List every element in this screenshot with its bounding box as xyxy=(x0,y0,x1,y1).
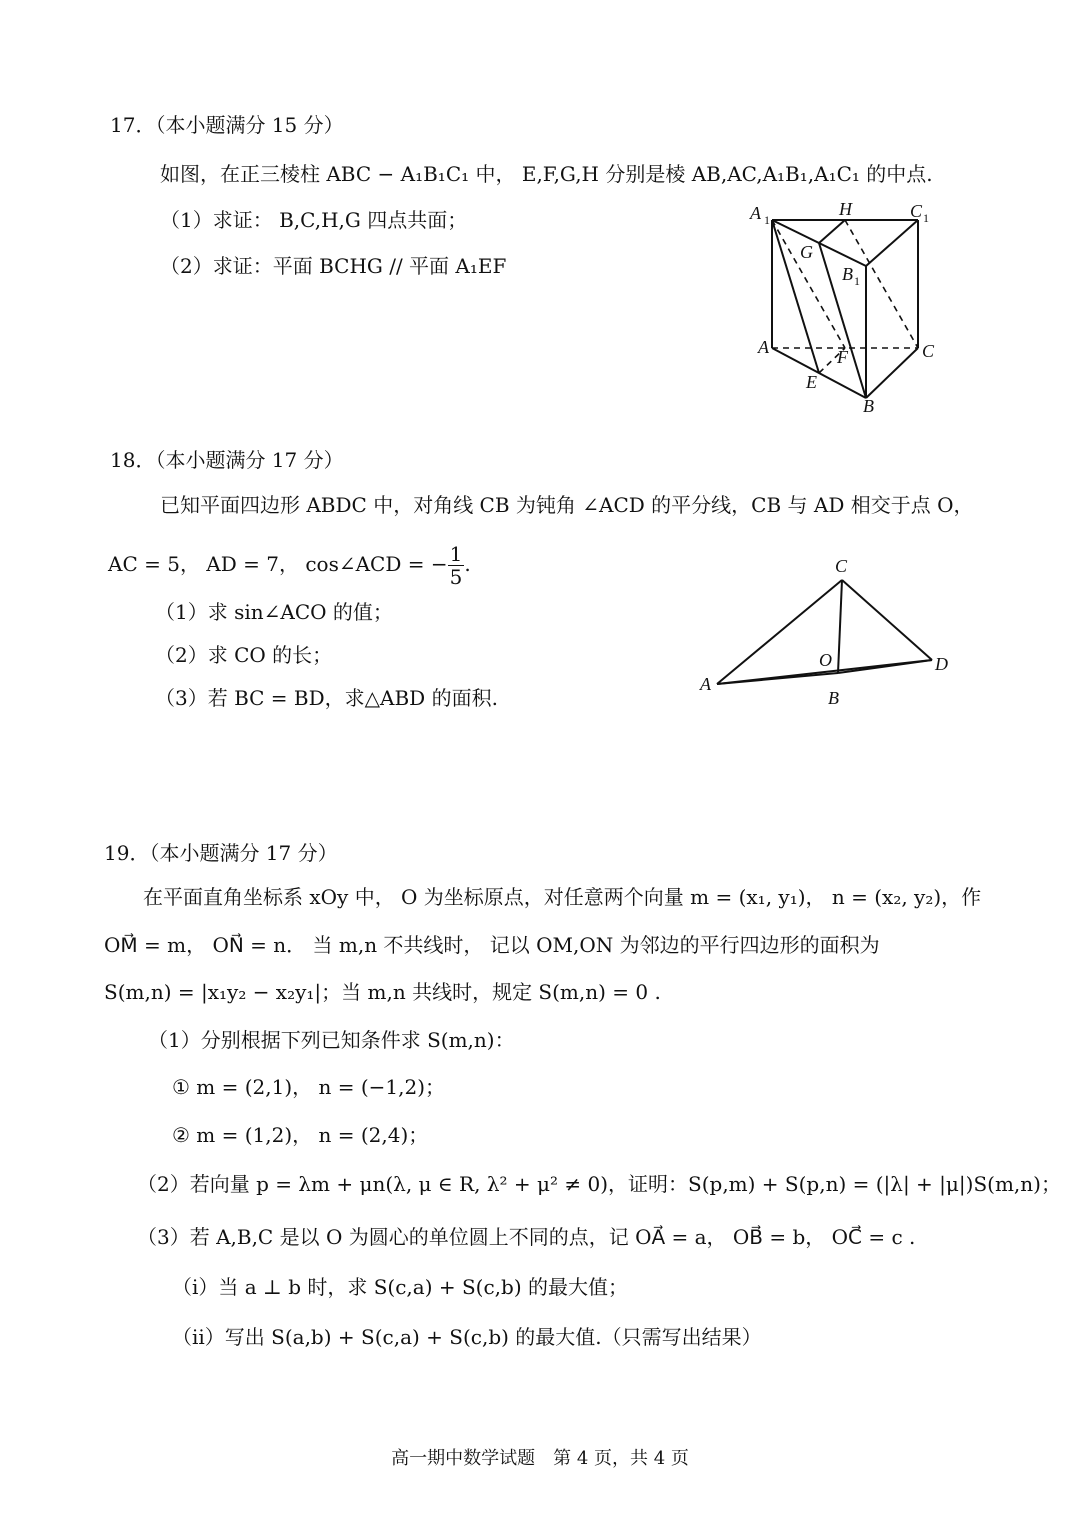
q17-part2: （2）求证：平面 BCHG // 平面 A₁EF xyxy=(160,254,507,278)
q18-part1: （1）求 sin∠ACO 的值； xyxy=(155,600,393,624)
label-a1: A xyxy=(750,203,761,223)
q19-heading: 19．（本小题满分 17 分） xyxy=(104,841,338,865)
q17-stem: 如图，在正三棱柱 ABC − A₁B₁C₁ 中， E,F,G,H 分别是棱 AB,AC,A₁B₁,A₁C₁ 的中点. xyxy=(160,162,933,186)
label-a: A xyxy=(700,674,711,694)
q18-given xyxy=(108,543,471,588)
label-e: E xyxy=(806,372,817,392)
edge-b1-c1 xyxy=(866,220,918,266)
q17-heading: 17．（本小题满分 15 分） xyxy=(110,113,344,137)
q18-heading: 18．（本小题满分 17 分） xyxy=(110,448,344,472)
edge-b-c xyxy=(866,348,918,398)
fraction-denominator: 5 xyxy=(449,565,463,589)
label-c1: C xyxy=(910,201,923,221)
prism-figure xyxy=(745,198,1005,418)
label-f: F xyxy=(837,347,848,367)
q19-line2: OM⃗ = m， ON⃗ = n． 当 m,n 不共线时， 记以 OM,ON 为邻边的平行四边形的面积为 xyxy=(104,933,880,957)
label-c: C xyxy=(835,556,848,576)
q19-part3-ii: （ii）写出 S(a,b) + S(c,a) + S(c,b) 的最大值.（只需写出结果） xyxy=(172,1325,762,1349)
q19-line3: S(m,n) = |x₁y₂ − x₂y₁|；当 m,n 共线时，规定 S(m,n) = 0 . xyxy=(104,980,661,1004)
q19-part2: （2）若向量 p = λm + μn(λ, μ ∈ R, λ² + μ² ≠ 0)，证明：S(p,m) + S(p,n) = (|λ| + |μ|)S(m,n)； xyxy=(137,1172,1061,1196)
q19-part1-a: ① m = (2,1)， n = (−1,2)； xyxy=(172,1075,446,1099)
label-b1-sub: 1 xyxy=(854,274,860,288)
q19-part3-i: （i）当 a ⊥ b 时，求 S(c,a) + S(c,b) 的最大值； xyxy=(172,1275,629,1299)
label-c1-sub: 1 xyxy=(923,211,929,225)
segment-c-b xyxy=(838,580,842,673)
label-h: H xyxy=(839,199,852,219)
fraction-numerator: 1 xyxy=(449,542,463,566)
q18-part2: （2）求 CO 的长； xyxy=(155,643,333,667)
fraction-one-fifth xyxy=(448,543,465,588)
q18-given-text: AC = 5， AD = 7， cos∠ACD = − xyxy=(108,552,448,576)
q19-part3: （3）若 A,B,C 是以 O 为圆心的单位圆上不同的点，记 OA⃗ = a， OB⃗ = b， OC⃗ = c . xyxy=(137,1225,916,1249)
q19-part1: （1）分别根据下列已知条件求 S(m,n)： xyxy=(148,1028,515,1052)
label-g: G xyxy=(800,242,813,262)
label-b1: B xyxy=(842,264,853,284)
label-o: O xyxy=(819,650,832,670)
q19-line1: 在平面直角坐标系 xOy 中， O 为坐标原点，对任意两个向量 m = (x₁, y₁)， n = (x₂, y₂)，作 xyxy=(143,885,982,909)
label-b: B xyxy=(828,688,839,708)
q17-part1: （1）求证： B,C,H,G 四点共面； xyxy=(160,208,468,232)
segment-a1-f-hidden xyxy=(772,220,845,348)
q18-stem: 已知平面四边形 ABDC 中，对角线 CB 为钝角 ∠ACD 的平分线，CB 与 AD 相交于点 O， xyxy=(160,493,974,517)
label-b: B xyxy=(863,396,874,416)
q18-part3: （3）若 BC = BD，求△ABD 的面积. xyxy=(155,686,498,710)
label-d: D xyxy=(935,654,948,674)
page-footer: 高一期中数学试题 第 4 页，共 4 页 xyxy=(391,1448,689,1469)
q19-part1-b: ② m = (1,2)， n = (2,4)； xyxy=(172,1123,429,1147)
q18-given-end: . xyxy=(464,552,471,576)
label-a1-sub: 1 xyxy=(764,213,770,227)
quadrilateral-figure xyxy=(695,548,965,708)
segment-g-h xyxy=(819,220,845,243)
label-c: C xyxy=(922,341,935,361)
label-a: A xyxy=(758,337,769,357)
segment-c-d xyxy=(842,580,932,660)
